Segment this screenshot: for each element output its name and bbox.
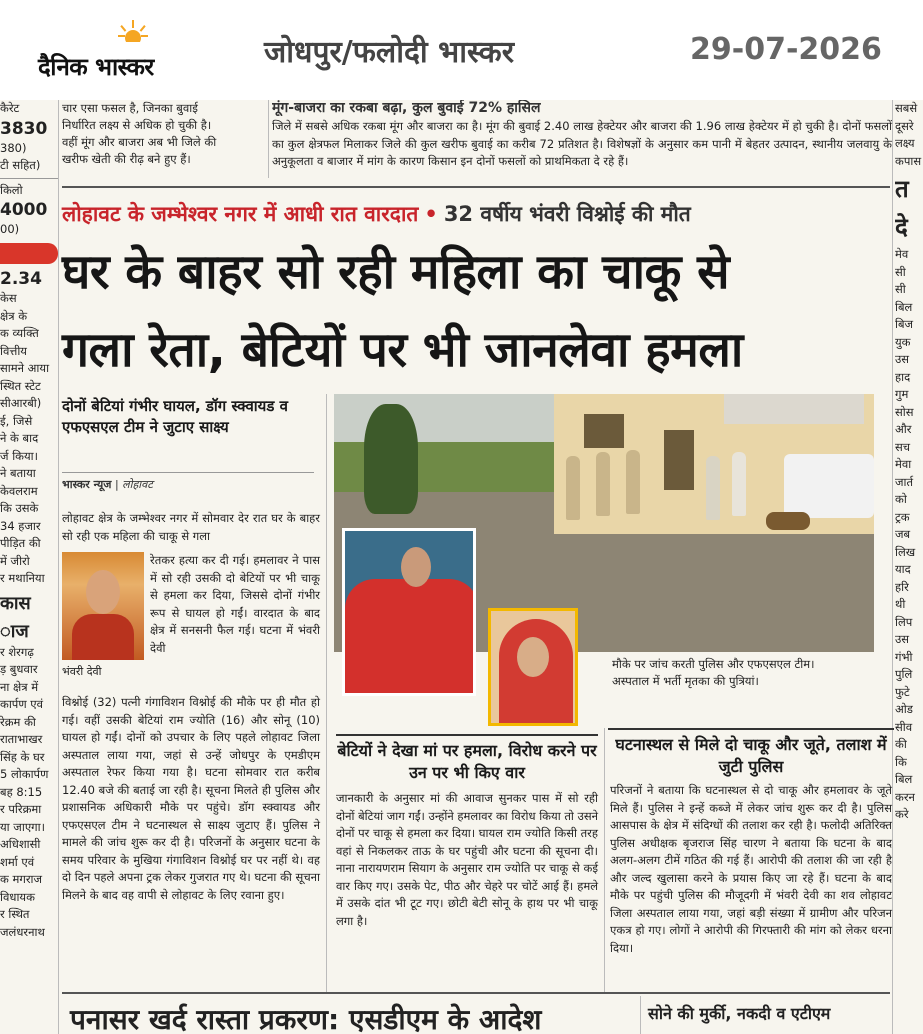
next-story-headline[interactable]: पनासर खर्द रास्ता प्रकरण: एसडीएम के आदेश [70, 1003, 542, 1034]
crop-story-heading: मूंग-बाजरा का रकबा बढ़ा, कुल बुवाई 72% हासिल [272, 100, 541, 116]
text-line: हरि [895, 579, 909, 594]
text-line: दूसरे [895, 118, 914, 133]
previous-story-tail [62, 100, 272, 168]
story-subhead: दोनों बेटियां गंभीर घायल, डॉग स्क्वायड व एफएसएल टीम ने जुटाए साक्ष्य [62, 397, 288, 436]
text-line: जलंधरनाथ [0, 924, 45, 939]
text-line: 5 लोकार्पण [0, 767, 49, 781]
edition-date: 29-07-2026 [690, 32, 882, 67]
text-line: र शेरगढ़ [0, 644, 34, 659]
text-line: याद [895, 562, 911, 576]
text-line: सामने आया [0, 361, 50, 375]
hospital-photo[interactable] [342, 528, 476, 696]
subsection-heading-daughters: बेटियों ने देखा मां पर हमला, विरोध करने पर उन पर भी किए वार [337, 741, 597, 782]
story-kicker: लोहावट के जम्भेश्वर नगर में आधी रात वारदात • 32 वर्षीय भंवरी विश्नोई की मौत [62, 202, 691, 226]
story-column-3: परिजनों ने बताया कि घटनास्थल से दो चाकू और हमलावर के जूते मिले हैं। पुलिस ने इन्हें कब्जे में लेकर जांच शुरू कर दी है। पुलिस आसपास के क्षेत्र में संदिग्धों की तलाश कर रही है। फलोदी अतिरिक्त पुलिस अधीक्षक बृजराज सिंह चारण ने बताया कि घटना के बाद अलग-अलग टीमें गठित की गई हैं। आरोपी की तलाश की जा रही है और जल्द खुलासा करने के प्रयास किए जा रहे हैं। घटना के बाद मौके पर पहुंची पुलिस की मौजूदगी में भंवरी देवी का शव लोहावट जिला अस्पताल लाया गया, जहां बड़ी संख्या में ग्रामीण और परिजन एकत्र हो गए। लोगों ने आरोपी की गिरफ्तारी की मांग को लेकर धरना दिया। [610, 783, 892, 955]
price-value: 3830 [0, 118, 48, 139]
text-line: केवलराम [0, 483, 38, 498]
headline-line-2[interactable]: गला रेता, बेटियों पर भी जानलेवा हमला [62, 322, 743, 378]
crop-story [272, 100, 892, 171]
text-line: र मथानिया [0, 571, 45, 585]
subsection-heading-knives: घटनास्थल से मिले दो चाकू और जूते, तलाश में जुटी पुलिस [608, 728, 894, 778]
section-heading: कास [0, 592, 31, 614]
text-line: सीव [895, 719, 913, 734]
text-line: केस [0, 291, 17, 305]
story-intro: लोहावट क्षेत्र के जम्भेश्वर नगर में सोमवार देर रात घर के बाहर सो रही एक महिला की चाकू से गला [62, 511, 320, 543]
price-value: 4000 [0, 200, 48, 220]
daughter-photo[interactable] [488, 608, 578, 726]
text-line: टी सहित) [0, 158, 41, 172]
text-line: या जाएगा। [0, 819, 45, 834]
newspaper-page[interactable] [0, 100, 923, 1034]
text-line: कि उसके [0, 501, 39, 515]
text-line: मेवा [895, 457, 912, 471]
text-line: युक [895, 334, 911, 349]
text-line: ड़ बुधवार [0, 662, 38, 676]
text-line: सी [895, 264, 906, 279]
text-line: 00) [0, 222, 20, 236]
text-line: 380) [0, 140, 27, 155]
text-line: थी [895, 597, 906, 611]
right-partial-column [895, 100, 923, 1034]
photo-caption: मौके पर जांच करती पुलिस और एफएसएल टीम। अस्पताल में भर्ती मृतका की पुत्रियां। [612, 657, 815, 688]
portrait-caption: भंवरी देवी [62, 665, 102, 678]
text-line: क मगराज [0, 872, 43, 886]
text-line: उस [895, 352, 910, 366]
text-line: र्ज किया। [0, 448, 39, 463]
text-line: पुलि [895, 667, 913, 681]
text-line: क व्यक्ति [0, 326, 39, 340]
text-line: उस [895, 632, 910, 646]
text-line: को [895, 492, 907, 506]
logo[interactable] [38, 18, 218, 84]
text-line: में जीरो [0, 553, 30, 568]
text-line: लिख [895, 544, 916, 559]
text-line: सोस [895, 404, 914, 419]
text-line: निर्धारित लक्ष्य से अधिक हो चुकी है। [62, 118, 212, 132]
text-line: राताभाखर [0, 732, 43, 746]
text-line: ना क्षेत्र में [0, 679, 39, 694]
section-badge [0, 243, 58, 265]
story-column-1: विश्नोई (32) पत्नी गंगाविशन विश्नोई की मौके पर ही मौत हो गई। वहीं उसकी बेटियां राम ज्योति (16) और सोनू (10) घायल हो गईं। दोनों को उपचार के लिए पहले लोहावट जिला अस्पताल लाया गया, जहां से उन्हें जोधपुर के एमडीएम अस्पताल रेफर किया गया है। घटना सोमवार रात करीब 12.40 बजे की बताई जा रही है। सूचना मिलते ही पुलिस और प्रशासनिक अधिकारी मौके पर पहुंचे। डॉग स्क्वायड और एफएसएल टीम ने घटनास्थल से साक्ष्य जुटाए हैं। पुलिस ने मामले की जांच शुरू कर दी है। परिजनों के अनुसार घटना के समय परिवार के मुखिया गंगाविशन विश्नोई घर पर नहीं थे। वह दो दिन पहले अपना ट्रक लेकर गुजरात गए थे। घटना की सूचना मिलने के बाद वह वापी से लोहावट के लिए रवाना हुए। [62, 695, 320, 902]
text-line: सच [895, 439, 911, 454]
text-line: चार एसा फसल है, जिनका बुवाई [62, 101, 198, 115]
text-line: हाद [895, 369, 911, 384]
text-line: की [895, 737, 907, 751]
text-line: सिंह के घर [0, 749, 45, 764]
logo-text: दैनिक भास्कर [38, 53, 154, 81]
text-line: बिल [895, 772, 913, 786]
text-line: वहीं मूंग और बाजरा अब भी जिले की [62, 135, 217, 149]
rate-value: 2.34 [0, 269, 42, 289]
text-line: स्थित स्टेट [0, 378, 41, 393]
text-line: लिप [895, 614, 913, 629]
text-line: जब [895, 527, 911, 541]
text-line: गुम [895, 387, 909, 401]
text-line: करे [895, 807, 909, 821]
text-line: बह 8:15 [0, 784, 43, 799]
section-heading: त [895, 175, 909, 203]
text-line: कि [895, 754, 907, 769]
text-line: खरीफ खेती की रीढ़ बने हुए हैं। [62, 152, 191, 166]
text-line: बिल [895, 299, 913, 314]
section-heading: ाज [0, 620, 29, 642]
story-column-1-wrap: रेतकर हत्या कर दी गई। हमलावर ने पास में सो रही उसकी दो बेटियों पर भी चाकू से हमला कर दिया, जिससे दोनों गंभीर रूप से घायल हो गईं। वारदात के बाद क्षेत्र में सनसनी फैल गई। घटना में भंवरी देवी [150, 553, 320, 655]
text-line: ने बताया [0, 466, 36, 480]
text-line: र परिक्रमा [0, 802, 42, 816]
text-line: सीआरबी) [0, 396, 42, 410]
crop-story-text: जिले में सबसे अधिक रकबा मूंग और बाजरा का है। मूंग की बुवाई 2.40 लाख हेक्टेयर और बाजरा की 1.96 लाख हेक्टेयर में हो चुकी है। दोनों फसलों का कुल क्षेत्रफल मिलाकर जिले की कुल खरीफ बुवाई का करीब 72 प्रतिशत है। विशेषज्ञों के अनुसार कम पानी में बेहतर उत्पादन, स्थानीय जलवायु के अनुकूलता व बाजार में मांग के कारण किसान इन दोनों फसलों को प्राथमिकता दे रहे हैं। [272, 119, 892, 168]
text-line: र स्थित [0, 907, 30, 921]
text-line: सबसे [895, 101, 918, 115]
text-line: शर्मा एवं [0, 854, 35, 869]
text-line: ने के बाद [0, 431, 39, 445]
text-line: ओड [895, 702, 913, 716]
text-line: क्षेत्र के [0, 308, 28, 323]
text-line: बिज [895, 317, 914, 331]
text-line: सी [895, 282, 906, 296]
next-story-headline-2[interactable]: सोने की मुर्की, नकदी व एटीएम [648, 1004, 831, 1023]
text-line: करन [895, 789, 915, 804]
section-heading: दे [895, 213, 908, 241]
left-partial-column [0, 100, 58, 1034]
text-line: जार्त [895, 474, 914, 489]
text-line: फुटे [895, 684, 910, 699]
text-line: कपास [895, 153, 922, 168]
text-line: मेव [895, 247, 909, 261]
text-line: गंभी [895, 649, 913, 664]
text-line: कैरेट [0, 101, 20, 115]
app-header [0, 0, 923, 100]
text-line: 34 हजार [0, 518, 41, 533]
text-line: विधायक [0, 889, 35, 904]
story-column-2: जानकारी के अनुसार मां की आवाज सुनकर पास में सो रही दोनों बेटियां जाग गईं। उन्होंने हमलावर का विरोध किया तो उसने दोनों पर चाकू से हमला कर दिया। घायल राम ज्योति किसी तरह वहां से निकलकर ताऊ के घर पहुंची और घटना की सूचना दी। नाना नारायणराम सियाग के अनुसार राम ज्योति पर चाकू से कई वार किए गए। उसके पेट, पीठ और चेहरे पर चोटें आई हैं। हमले में उसके दांत भी टूट गए। छोटी बेटी सोनू के हाथ पर भी चाकू लगा है। [336, 791, 598, 928]
text-line: अधिशासी [0, 837, 41, 851]
byline: भास्कर न्यूज | लोहावट [62, 472, 314, 492]
text-line: पीड़ित की [0, 536, 41, 550]
text-line: किलो [0, 182, 23, 197]
text-line: कार्पण एवं [0, 697, 44, 711]
text-line: और [895, 422, 912, 436]
text-line: ट्रक [895, 509, 910, 524]
edition-title: जोधपुर/फलोदी भास्कर [264, 35, 514, 70]
text-line: वित्तीय [0, 343, 27, 358]
sun-icon [116, 18, 150, 52]
victim-portrait-photo[interactable] [62, 552, 144, 660]
text-line: रेक्रम की [0, 714, 36, 729]
text-line: लक्ष्य [895, 136, 915, 150]
text-line: ई, जिसे [0, 413, 33, 428]
headline-line-1[interactable]: घर के बाहर सो रही महिला का चाकू से [62, 244, 730, 300]
